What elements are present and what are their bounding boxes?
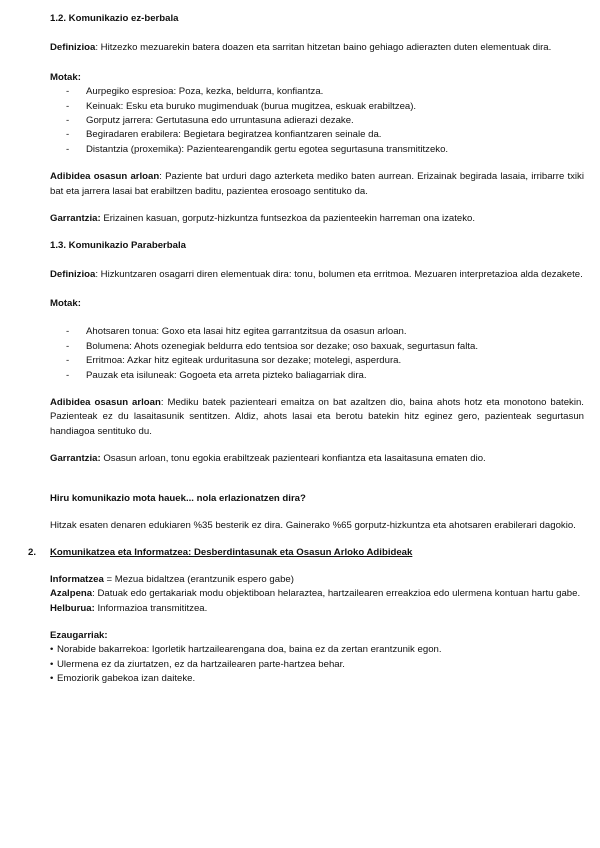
- list-item: - Erritmoa: Azkar hitz egiteak urduritasuna sor dezake; motelegi, asperdura.: [50, 354, 584, 368]
- s12-motak-list: [50, 85, 584, 157]
- s12-definition-text: : Hitzezko mezuarekin batera doazen eta sarritan hitzetan baino gehiago adierazten duten elementuak dira.: [95, 42, 552, 54]
- document-page: [28, 12, 584, 687]
- s2-informatzea-text: = Mezua bidaltzea (erantzunik espero gabe): [103, 573, 294, 585]
- s12-definition-label: Definizioa: [50, 42, 96, 54]
- s2-informatzea-label: Informatzea: [50, 573, 104, 585]
- s13-example-label: Adibidea osasun arloan: [50, 397, 161, 409]
- s2-azalpena-text: : Datuak edo gertakariak modu objektiboan helaraztea, hartzailearen erreakzioa edo ulermena kontuan hartu gabe.: [92, 588, 581, 600]
- list-item: - Begiradaren erabilera: Begietara begiratzea konfiantzaren seinale da.: [50, 128, 584, 142]
- s2-ezaugarriak-label: Ezaugarriak:: [50, 629, 108, 641]
- s13-example: [50, 396, 584, 439]
- s13-definition: [50, 268, 584, 282]
- s2-informatzea: [50, 573, 584, 587]
- s2-helburua: [50, 602, 584, 616]
- s2-helburua-label: Helburua:: [50, 602, 95, 614]
- s12-example: [50, 170, 584, 199]
- section-1-2-heading: 1.2. Komunikazio ez-berbala: [50, 13, 179, 24]
- section-1-3-heading: 1.3. Komunikazio Paraberbala: [50, 240, 186, 252]
- s12-example-text: : Paziente bat urduri dago azterketa mediko baten aurrean. Erizainak begirada lasaia, irribarre txiki bat eta jarrera lasai bat erabiltzen baditu, pazientea erosoago sentituko da.: [50, 171, 584, 197]
- s13-motak-list: [50, 325, 584, 383]
- list-item: - Gorputz jarrera: Gertutasuna edo urruntasuna adierazi dezake.: [50, 114, 584, 128]
- list-item: - Distantzia (proxemika): Pazientearengandik gertu egotea segurtasuna transmititzeko.: [50, 143, 584, 157]
- s13-definition-text: : Hizkuntzaren osagarri diren elementuak dira: tonu, bolumen eta erritmoa. Mezuaren interpretazioa alda dezakete.: [95, 268, 583, 280]
- list-item: - Aurpegiko espresioa: Poza, kezka, beldurra, konfiantza.: [50, 85, 584, 99]
- s2-ezaugarriak-list: [50, 643, 584, 686]
- list-item: • Norabide bakarrekoa: Igorletik hartzailearengana doa, baina ez da zertan erantzunik egon.: [50, 643, 584, 657]
- s13-example-text: : Mediku batek pazienteari emaitza on bat azaltzen dio, baina ahots hotz eta monotono batekin. Pazienteak ez du lasaitasunik sentitzen. Aldiz, ahots lasai eta berotu batekin hitz eginez gero, pazienteak segurtasun handiagoa sentituko du.: [50, 397, 584, 437]
- s13-garrantzia-label: Garrantzia:: [50, 453, 101, 465]
- relation-answer: Hitzak esaten denaren edukiaren %35 besterik ez dira. Gainerako %65 gorputz-hizkuntza eta ahotsaren erabilerari dagokio.: [50, 519, 576, 531]
- s12-definition: [50, 41, 584, 55]
- s2-azalpena: [50, 587, 584, 601]
- s13-garrantzia-text: Osasun arloan, tonu egokia erabiltzeak pazienteari konfiantza eta lasaitasuna ematen dio.: [100, 453, 486, 465]
- relation-question: Hiru komunikazio mota hauek... nola erlazionatzen dira?: [50, 492, 306, 504]
- s2-azalpena-label: Azalpena: [50, 588, 93, 600]
- s12-example-label: Adibidea osasun arloan: [50, 171, 160, 183]
- list-item: • Emoziorik gabekoa izan daiteke.: [50, 672, 584, 686]
- s12-garrantzia-label: Garrantzia:: [50, 212, 101, 224]
- s12-motak-label: Motak:: [50, 71, 81, 83]
- s13-definition-label: Definizioa: [50, 268, 96, 280]
- s13-motak-label: Motak:: [50, 298, 81, 310]
- s12-garrantzia: [50, 212, 584, 226]
- s13-garrantzia: [50, 452, 584, 466]
- list-item: • Ulermena ez da ziurtatzen, ez da hartzailearen parte-hartzea behar.: [50, 658, 584, 672]
- section-2-number: 2.: [28, 547, 37, 559]
- list-item: - Keinuak: Esku eta buruko mugimenduak (burua mugitzea, eskuak erabiltzea).: [50, 100, 584, 114]
- s12-garrantzia-text: Erizainen kasuan, gorputz-hizkuntza funtsezkoa da pazienteekin harreman ona izateko.: [100, 212, 476, 224]
- list-item: - Bolumena: Ahots ozenegiak beldurra edo tentsioa sor dezake; oso baxuak, segurtasun falta.: [50, 340, 584, 354]
- section-2-title: Komunikatzea eta Informatzea: Desberdintasunak eta Osasun Arloko Adibideak: [50, 547, 413, 559]
- list-item: - Pauzak eta isiluneak: Gogoeta eta arreta pizteko baliagarriak dira.: [50, 369, 584, 383]
- section-2-heading: [28, 546, 584, 560]
- s2-helburua-text: Informazioa transmititzea.: [94, 602, 208, 614]
- list-item: - Ahotsaren tonua: Goxo eta lasai hitz egitea garrantzitsua da osasun arloan.: [50, 325, 584, 339]
